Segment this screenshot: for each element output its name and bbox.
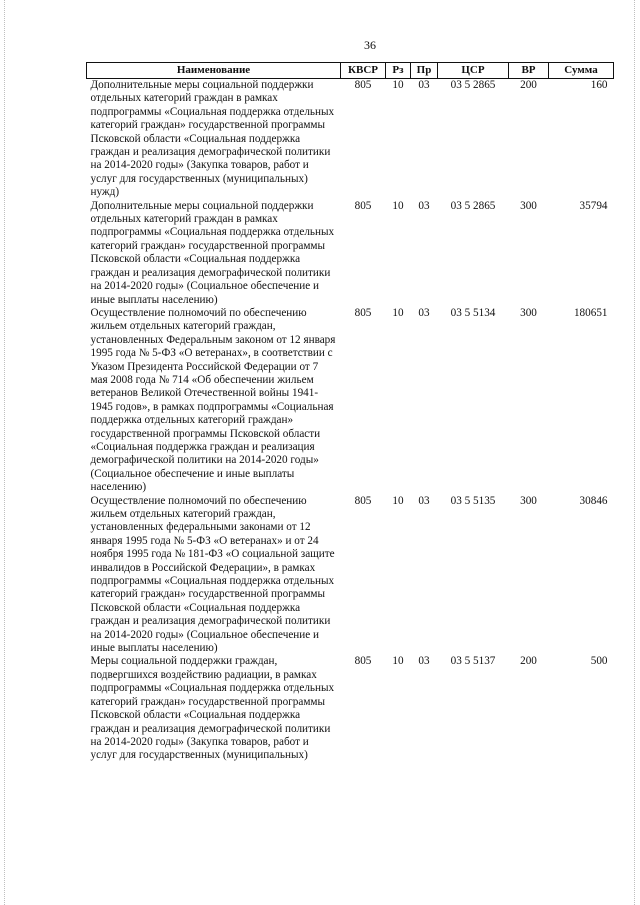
table-row [87, 307, 614, 495]
row-kvsr: 805 [354, 199, 372, 212]
scan-edge-left [4, 0, 6, 905]
table-row [87, 495, 614, 656]
table-row [87, 79, 614, 200]
row-kvsr: 805 [354, 306, 372, 319]
row-sum: 180651 [573, 306, 608, 319]
row-pr: 03 [418, 306, 430, 319]
row-name: Дополнительные меры социальной поддержки отдельных категорий граждан в рамках подпрограммы «Социальная поддержка отдельных категорий граждан» государственной программы Псковской области «Социальная поддержка граждан и реализация демографической политики на 2014-2020 годы» (Социальное обеспечение и иные выплаты населению) [90, 199, 335, 306]
row-sum: 500 [590, 655, 608, 668]
row-rz: 10 [392, 79, 404, 91]
header-vr: ВР [509, 63, 549, 79]
row-kvsr: 805 [354, 494, 372, 507]
row-name: Осуществление полномочий по обеспечению жильем отдельных категорий граждан, установленных федеральными законами от 12 января 1995 года № 5-ФЗ «О ветеранах» и от 24 ноября 1995 года № 181-ФЗ «О социальной защите инвалидов в Российской Федерации», в рамках подпрограммы «Социальная поддержка отдельных категорий граждан» государственной программы Псковской области «Социальная поддержка граждан и реализация демографической политики на 2014-2020 годы» (Социальное обеспечение и иные выплаты населению) [90, 494, 335, 655]
row-vr: 300 [520, 199, 537, 212]
row-name: Меры социальной поддержки граждан, подвергшихся воздействию радиации, в рамках подпрограммы «Социальная поддержка отдельных категорий граждан» государственной программы Псковской области «Социальная поддержка граждан и реализация демографической политики на 2014-2020 годы» (Закупка товаров, работ и услуг для государственных (муниципальных) [90, 655, 335, 762]
header-sum: Сумма [549, 63, 614, 79]
row-csr: 03 5 2865 [450, 79, 496, 91]
row-csr: 03 5 5134 [450, 306, 496, 319]
row-name: Осуществление полномочий по обеспечению жильем отдельных категорий граждан, установленных Федеральным законом от 12 января 1995 года № 5-ФЗ «О ветеранах», в соответствии с Указом Президента Российской Федерации от 7 мая 2008 года № 714 «Об обеспечении жильем ветеранов Великой Отечественной войны 1941-1945 годов», в рамках подпрограммы «Социальная поддержка отдельных категорий граждан» государственной программы Псковской области «Социальная поддержка граждан и реализация демографической политики на 2014-2020 годы» (Социальное обеспечение и иные выплаты населению) [90, 306, 336, 494]
row-rz: 10 [392, 655, 404, 668]
row-rz: 10 [392, 306, 404, 319]
table-header [87, 63, 614, 79]
row-pr: 03 [418, 79, 430, 91]
row-vr: 200 [520, 79, 537, 91]
row-kvsr: 805 [354, 655, 372, 668]
row-csr: 03 5 5137 [450, 655, 496, 668]
row-pr: 03 [418, 199, 430, 212]
header-csr: ЦСР [438, 63, 509, 79]
budget-table [86, 62, 614, 763]
row-csr: 03 5 5135 [450, 494, 496, 507]
row-name: Дополнительные меры социальной поддержки отдельных категорий граждан в рамках подпрограммы «Социальная поддержка отдельных категорий граждан» государственной программы Псковской области «Социальная поддержка граждан и реализация демографической политики на 2014-2020 годы» (Закупка товаров, работ и услуг для государственных (муниципальных) нужд) [90, 79, 335, 199]
header-pr: Пр [411, 63, 438, 79]
row-csr: 03 5 2865 [450, 199, 496, 212]
scan-edge-right [634, 0, 636, 905]
row-vr: 200 [520, 655, 537, 668]
row-rz: 10 [392, 199, 404, 212]
row-pr: 03 [418, 655, 430, 668]
table-row [87, 655, 614, 762]
row-vr: 300 [520, 306, 537, 319]
row-kvsr: 805 [354, 79, 372, 91]
header-kvsr: КВСР [341, 63, 386, 79]
table-row [87, 200, 614, 307]
row-pr: 03 [418, 494, 430, 507]
row-sum: 30846 [579, 494, 608, 507]
row-rz: 10 [392, 494, 404, 507]
row-sum: 160 [590, 79, 608, 91]
header-row [87, 63, 614, 79]
header-name: Наименование [87, 63, 341, 79]
table-body [87, 79, 614, 763]
row-vr: 300 [520, 494, 537, 507]
row-sum: 35794 [579, 199, 608, 212]
page-number: 36 [364, 38, 376, 52]
header-rz: Рз [386, 63, 411, 79]
